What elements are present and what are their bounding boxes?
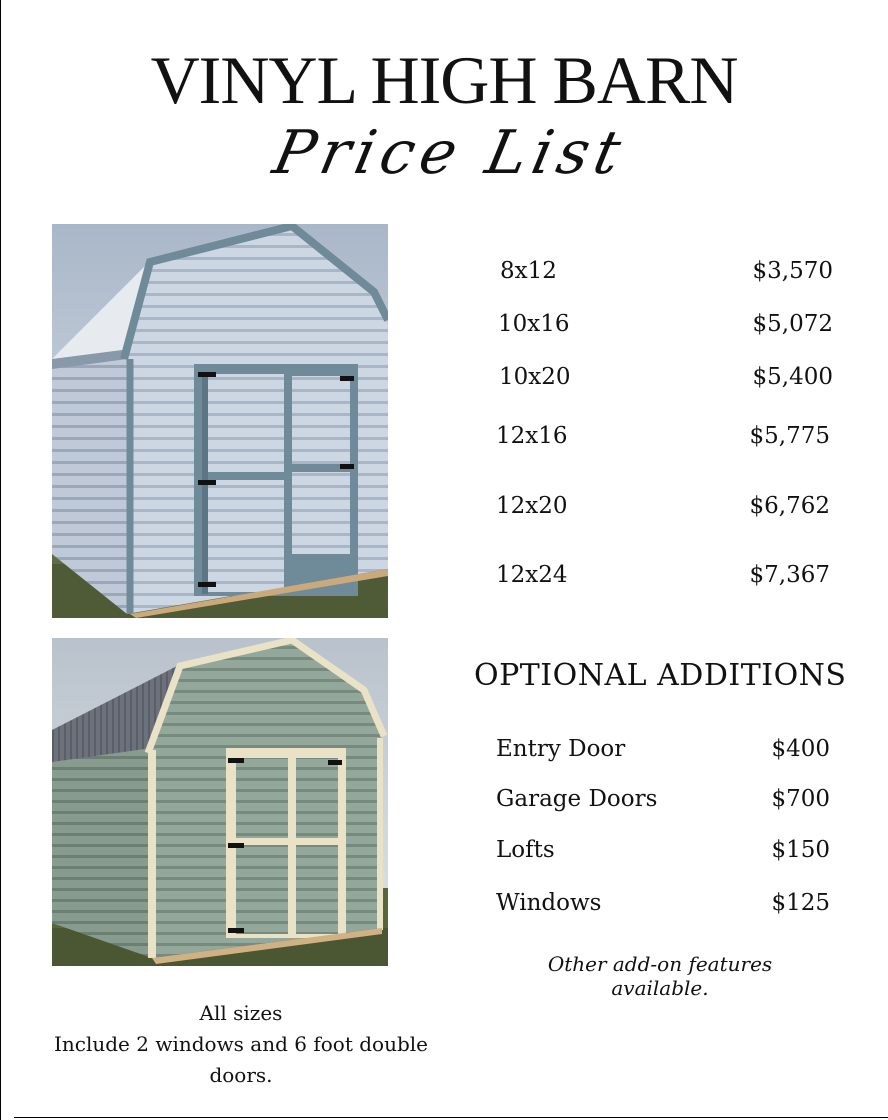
- price-value: $6,762: [749, 493, 830, 519]
- addition-name: Lofts: [496, 837, 555, 863]
- addition-price: $125: [771, 890, 830, 916]
- page-bottom-rule: [14, 1117, 888, 1118]
- addition-price: $400: [771, 736, 830, 762]
- size-label: 10x20: [499, 364, 571, 390]
- size-label: 10x16: [498, 311, 570, 337]
- addition-price: $150: [771, 837, 830, 863]
- page-subtitle: Price List: [267, 118, 633, 188]
- white-vinyl-barn-photo: [52, 224, 388, 618]
- price-value: $3,570: [752, 258, 833, 284]
- addition-name: Garage Doors: [496, 786, 658, 812]
- optional-additions-heading: OPTIONAL ADDITIONS: [474, 658, 847, 693]
- price-row: [496, 493, 830, 533]
- add-on-note: Other add-on features available.: [547, 952, 773, 1000]
- price-value: $5,072: [752, 311, 833, 337]
- price-row: [498, 311, 833, 351]
- price-value: $5,400: [752, 364, 833, 390]
- caption-line: All sizes: [199, 1001, 283, 1025]
- size-label: 12x24: [496, 562, 568, 588]
- addition-price: $700: [771, 786, 830, 812]
- addition-name: Entry Door: [496, 736, 626, 762]
- size-label: 8x12: [500, 258, 557, 284]
- price-row: [500, 258, 833, 298]
- size-label: 12x20: [496, 493, 568, 519]
- sizes-caption: [50, 998, 432, 1091]
- price-row: [496, 562, 830, 602]
- page-title: VINYL HIGH BARN: [150, 42, 738, 118]
- green-vinyl-barn-photo: [52, 638, 388, 966]
- addition-name: Windows: [496, 890, 602, 916]
- addition-row: [496, 890, 830, 926]
- page-border: [0, 0, 1, 1120]
- addition-row: [496, 786, 830, 822]
- price-value: $5,775: [749, 423, 830, 449]
- addition-row: [496, 736, 830, 772]
- price-row: [496, 423, 830, 463]
- price-value: $7,367: [749, 562, 830, 588]
- price-row: [499, 364, 833, 404]
- caption-line: Include 2 windows and 6 foot double doors.: [53, 1032, 428, 1087]
- size-label: 12x16: [496, 423, 568, 449]
- addition-row: [496, 837, 830, 873]
